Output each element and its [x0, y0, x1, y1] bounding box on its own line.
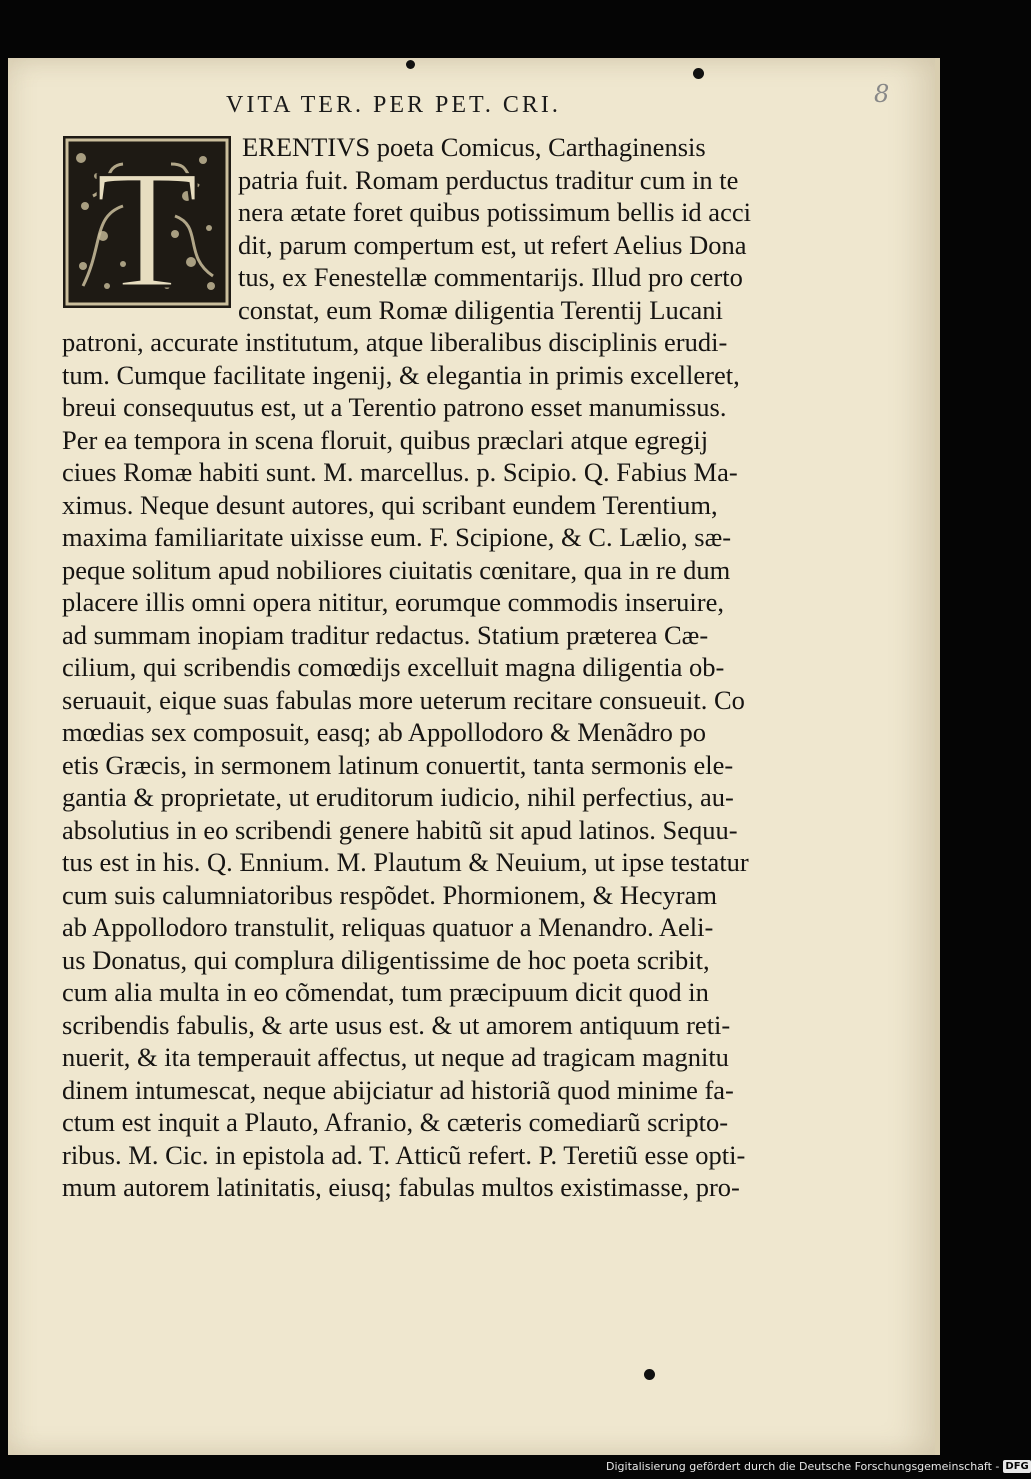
text-line: patria fuit. Romam perductus traditur cum in te — [238, 165, 739, 195]
text-line: ximus. Neque desunt autores, qui scribant eundem Terentium, — [62, 490, 718, 520]
text-line: ribus. M. Cic. in epistola ad. T. Atticũ refert. P. Teretiũ esse opti- — [62, 1140, 746, 1170]
dfg-logo: DFG — [1005, 1460, 1029, 1472]
text-line: peque solitum apud nobiliores ciuitatis cœnitare, qua in re dum — [62, 555, 731, 585]
page-edge — [935, 58, 940, 1455]
text-line: tus, ex Fenestellæ commentarijs. Illud pro certo — [238, 262, 743, 292]
text-line: dit, parum compertum est, ut refert Aelius Dona — [238, 230, 747, 260]
text-line: patroni, accurate institutum, atque liberalibus disciplinis erudi- — [62, 327, 728, 357]
text-line: scribendis fabulis, & arte usus est. & ut amorem antiquum reti- — [62, 1010, 731, 1040]
folio-number: 8 — [874, 80, 890, 108]
text-line: absolutius in eo scribendi genere habitũ sit apud latinos. Sequu- — [62, 815, 738, 845]
text-line: cum alia multa in eo cõmendat, tum præcipuum dicit quod in — [62, 977, 709, 1007]
text-line: nera ætate foret quibus potissimum bellis id acci — [238, 197, 751, 227]
text-line: maxima familiaritate uixisse eum. F. Scipione, & C. Lælio, sæ- — [62, 522, 732, 552]
text-line: seruauit, eique suas fabulas more ueterum recitare consueuit. Co — [62, 685, 745, 715]
text-line: gantia & proprietate, ut eruditorum iudicio, nihil perfectius, au- — [62, 782, 734, 812]
text-line: etis Græcis, in sermonem latinum conuertit, tanta sermonis ele- — [62, 750, 734, 780]
text-line: placere illis omni opera nititur, eorumque commodis inseruire, — [62, 587, 724, 617]
text-line: mum autorem latinitatis, eiusq; fabulas multos existimasse, pro- — [62, 1172, 740, 1202]
running-head: VITA TER. PER PET. CRI. — [226, 92, 561, 118]
text-line: breui consequutus est, ut a Terentio patrono esset manumissus. — [62, 392, 727, 422]
text-line: constat, eum Romæ diligentia Terentij Lucani — [238, 295, 723, 325]
text-line: us Donatus, qui complura diligentissime de hoc poeta scribit, — [62, 945, 710, 975]
text-line: cum suis calumniatoribus respõdet. Phormionem, & Hecyram — [62, 880, 718, 910]
binding-hole-bottom — [644, 1369, 655, 1380]
decorated-initial — [63, 135, 231, 323]
text-line: ctum est inquit a Plauto, Afranio, & cæteris comediarũ scripto- — [62, 1107, 729, 1137]
text-line: dinem intumescat, neque abijciatur ad historiã quod minime fa- — [62, 1075, 734, 1105]
text-line: ad summam inopiam traditur redactus. Statium præterea Cæ- — [62, 620, 709, 650]
text-line: tus est in his. Q. Ennium. M. Plautum & Neuium, ut ipse testatur — [62, 847, 749, 877]
binding-hole-top-left — [406, 60, 415, 69]
text-line: ab Appollodoro transtulit, reliquas quatuor a Menandro. Aeli- — [62, 912, 714, 942]
text-line: Per ea tempora in scena floruit, quibus præclari atque egregij — [62, 425, 709, 455]
text-line: ciues Romæ habiti sunt. M. marcellus. p. Scipio. Q. Fabius Ma- — [62, 457, 738, 487]
text-line: ERENTIVS poeta Comicus, Carthaginensis — [242, 132, 706, 162]
text-line: mœdias sex composuit, easq; ab Appollodoro & Menãdro po — [62, 717, 707, 747]
text-line: tum. Cumque facilitate ingenij, & elegantia in primis excelleret, — [62, 360, 740, 390]
binding-hole-top-right — [693, 68, 704, 79]
digitization-credit — [606, 1458, 1031, 1474]
text-line: cilium, qui scribendis comœdijs excelluit magna diligentia ob- — [62, 652, 725, 682]
text-line: nuerit, & ita temperauit affectus, ut neque ad tragicam magnitu — [62, 1042, 729, 1072]
initial-letter: T — [95, 135, 199, 323]
credit-text: Digitalisierung gefördert durch die Deutsche Forschungsgemeinschaft - — [606, 1459, 1000, 1473]
